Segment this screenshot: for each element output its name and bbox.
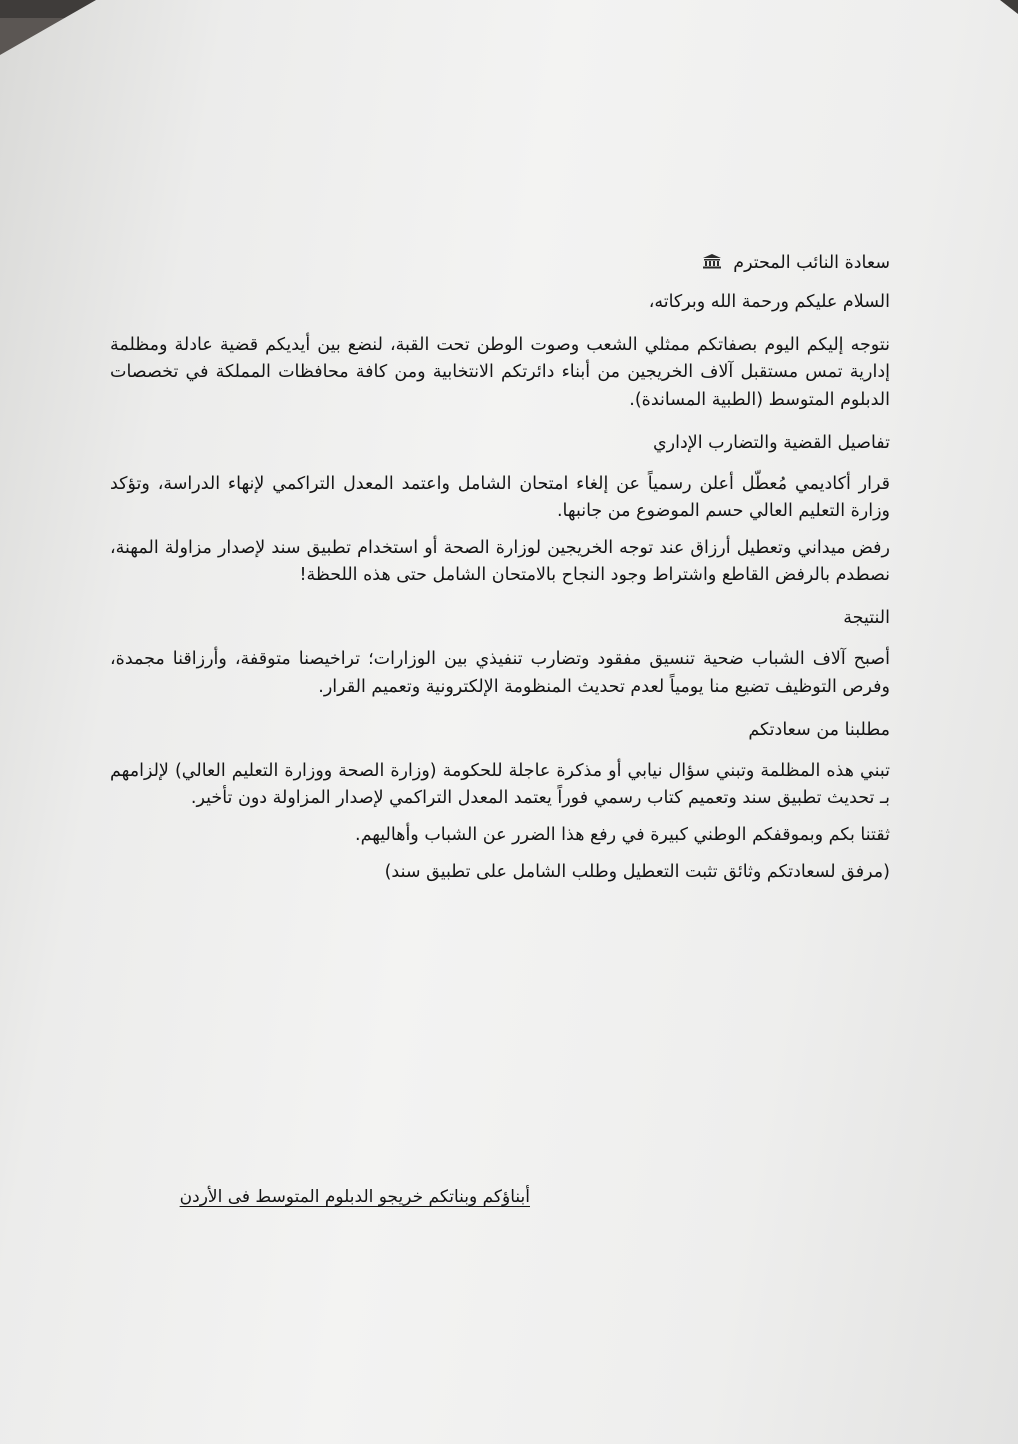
salutation-text: سعادة النائب المحترم [733,253,890,273]
trust-line: ثقتنا بكم وبموقفكم الوطني كبيرة في رفع هذا الضرر عن الشباب وأهاليهم. [355,825,890,845]
details-paragraph-2: رفض ميداني وتعطيل أرزاق عند توجه الخريجين لوزارة الصحة أو استخدام تطبيق سند لإصدار مزاولة المهنة، نصطدم بالرفض القاطع واشتراط وجود النجاح بالامتحان الشامل حتى هذه اللحظة! [110,538,890,586]
attachment-note: (مرفق لسعادتكم وثائق تثبت التعطيل وطلب الشامل على تطبيق سند) [384,862,890,883]
signature-line: أبناؤكم وبناتكم خريجو الدبلوم المتوسط فى الأردن [179,1187,530,1207]
result-heading: النتيجة [843,608,890,629]
details-heading: تفاصيل القضية والتضارب الإداري [652,432,890,453]
intro-paragraph: نتوجه إليكم اليوم بصفاتكم ممثلي الشعب وصوت الوطن تحت القبة، لنضع بين أيديكم قضية عادلة ومظلمة إدارية تمس مستقبل آلاف الخريجين من أبناء دائرتكم الانتخابية ومن كافة محافظات المملكة في تخصصات الدبلوم المتوسط (الطبية المساندة). [110,335,890,410]
request-paragraph: تبني هذه المظلمة وتبني سؤال نيابي أو مذكرة عاجلة للحكومة (وزارة الصحة ووزارة التعليم العالي) لإلزامهم بـ تحديث تطبيق سند وتعميم كتاب رسمي فوراً يعتمد المعدل التراكمي لإصدار المزاولة دون تأخير. [110,760,890,808]
greeting: السلام عليكم ورحمة الله وبركاته، [648,292,890,313]
details-paragraph-1: قرار أكاديمي مُعطّل أعلن رسمياً عن إلغاء امتحان الشامل واعتمد المعدل التراكمي لإنهاء الدراسة، وتؤكد وزارة التعليم العالي حسم الموضوع من جانبها. [110,473,890,521]
letter-body [110,250,890,902]
result-paragraph: أصبح آلاف الشباب ضحية تنسيق مفقود وتضارب تنفيذي بين الوزارات؛ تراخيصنا متوقفة، وأرزاقنا مجمدة، وفرص التوظيف تضيع منا يومياً لعدم تحديث المنظومة الإلكترونية وتعميم القرار. [110,649,890,697]
salutation-line [110,250,890,277]
bank-building-icon [702,251,722,267]
request-heading: مطلبنا من سعادتكم [748,719,890,740]
